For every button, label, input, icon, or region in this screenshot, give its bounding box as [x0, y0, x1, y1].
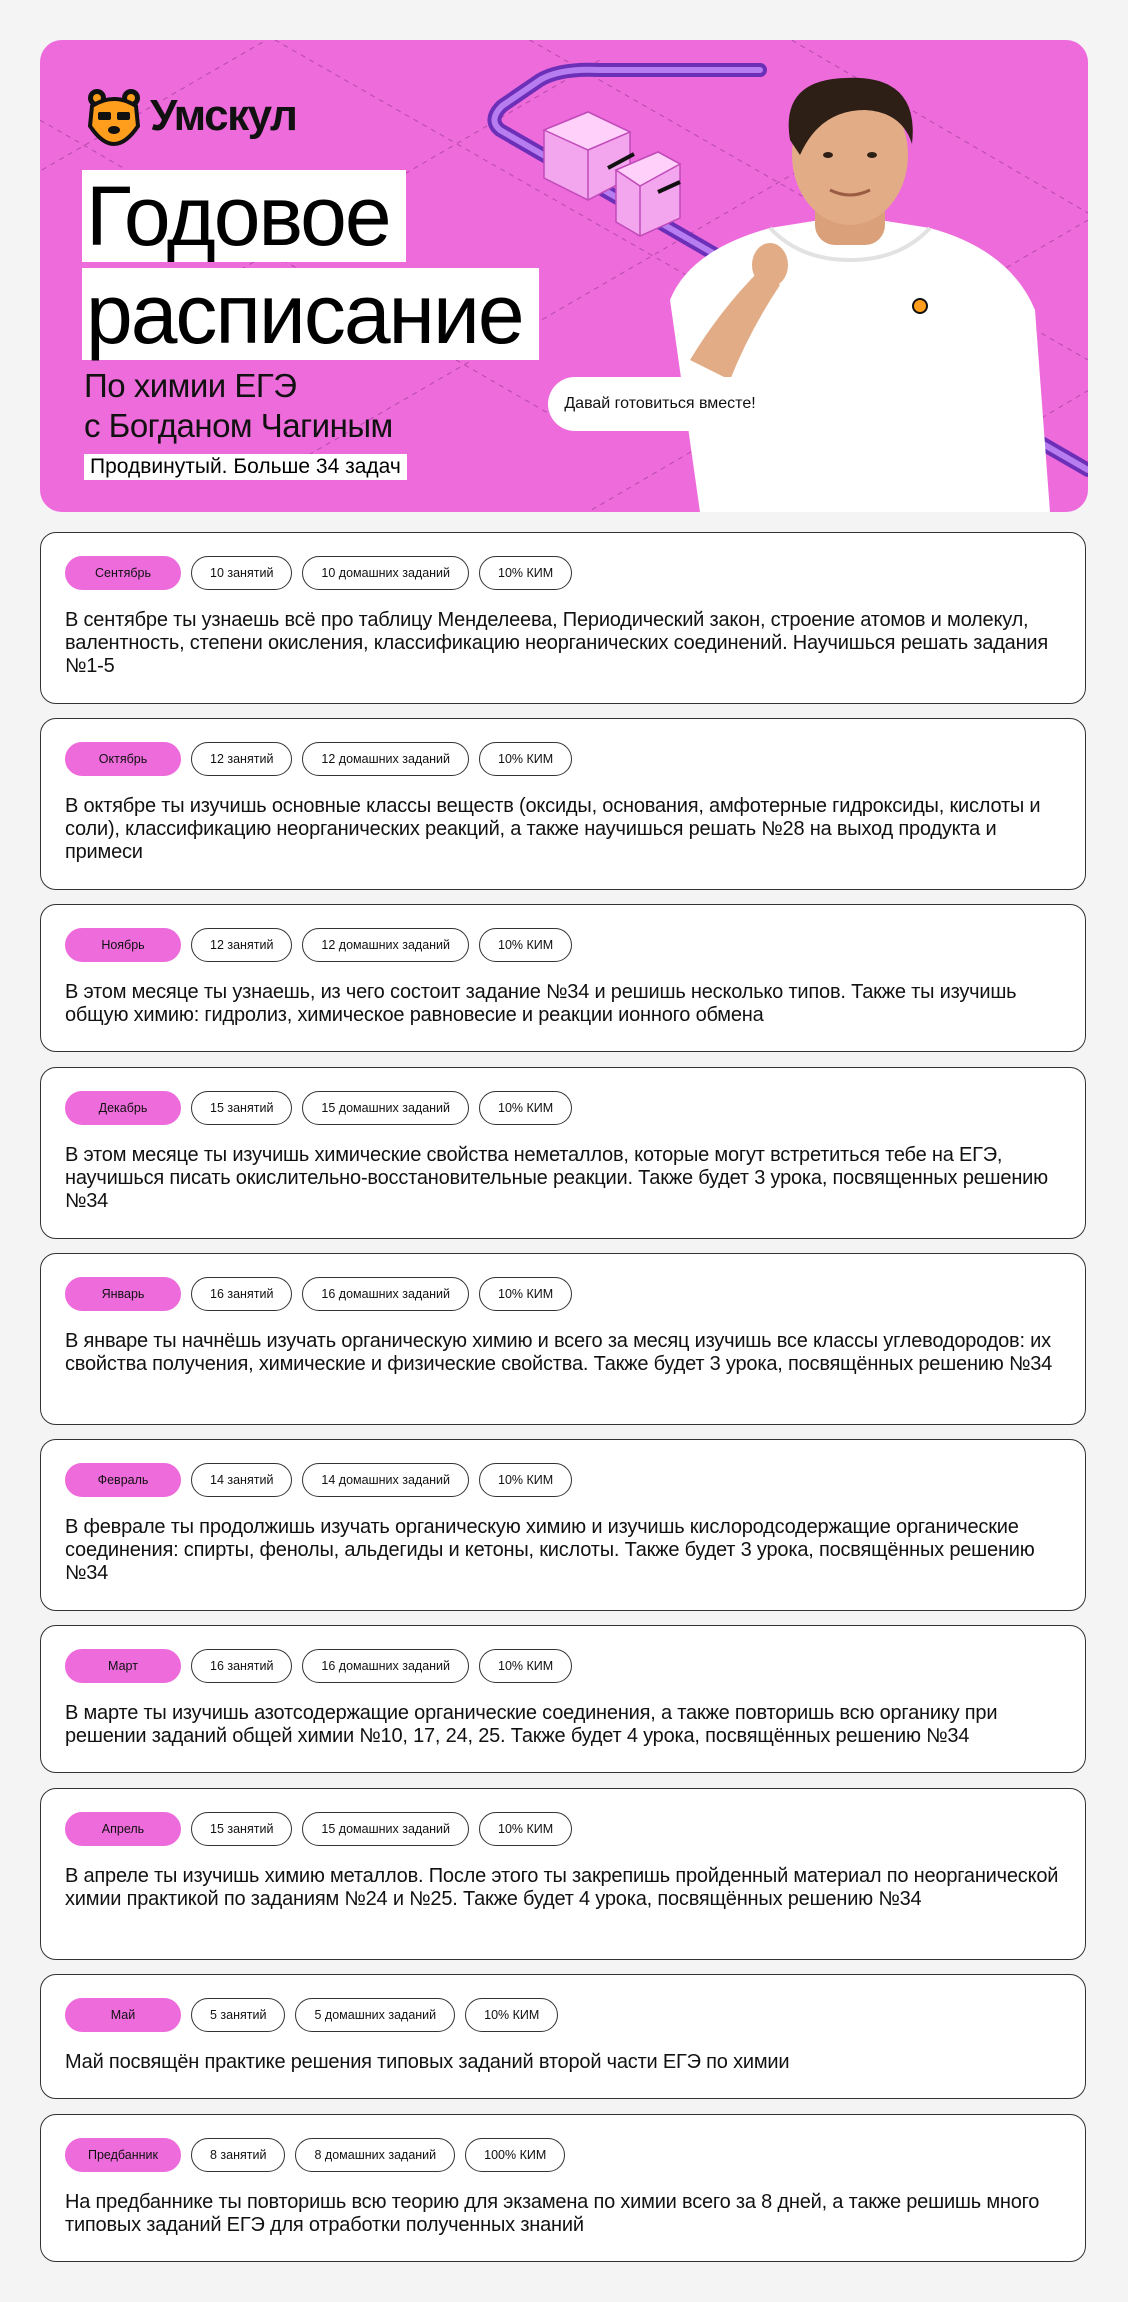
kim-percent: 10% КИМ [479, 556, 572, 590]
month-badge: Предбанник [65, 2138, 181, 2172]
tag-row [65, 2138, 565, 2172]
title-line-2: расписание [82, 268, 539, 360]
tag-row [65, 1277, 572, 1311]
homework-count: 12 домашних заданий [302, 928, 469, 962]
month-description: В октябре ты изучишь основные классы веществ (оксиды, основания, амфотерные гидроксиды, кислоты и соли), классификацию неорганических реакций, а также научишься решать №28 на выход продукта и примеси [65, 795, 1041, 863]
homework-count: 16 домашних заданий [302, 1277, 469, 1311]
homework-count: 8 домашних заданий [295, 2138, 455, 2172]
month-description: В этом месяце ты узнаешь, из чего состоит задание №34 и решишь несколько типов. Также ты изучишь общую химию: гидролиз, химическое равновесие и реакции ионного обмена [65, 981, 1017, 1026]
month-badge: Март [65, 1649, 181, 1683]
month-card-march [40, 1625, 1086, 1773]
homework-count: 12 домашних заданий [302, 742, 469, 776]
lessons-count: 5 занятий [191, 1998, 285, 2032]
month-badge: Сентябрь [65, 556, 181, 590]
kim-percent: 10% КИМ [479, 1277, 572, 1311]
kim-percent: 10% КИМ [479, 1812, 572, 1846]
month-card-october [40, 718, 1086, 890]
tag-row [65, 1091, 572, 1125]
month-card-december [40, 1067, 1086, 1239]
subtitle-line-1: По химии ЕГЭ [84, 367, 297, 404]
month-description: В январе ты начнёшь изучать органическую химию и всего за месяц изучишь все классы углеводородов: их свойства получения, химические и физические свойства. Также будет 3 урока, посвящённых решению №34 [65, 1330, 1053, 1375]
kim-percent: 10% КИМ [479, 1649, 572, 1683]
tag-row [65, 1463, 572, 1497]
tag-row [65, 1649, 572, 1683]
speech-bubble: Давай готовиться вместе! [548, 377, 772, 431]
month-description: На предбаннике ты повторишь всю теорию для экзамена по химии всего за 8 дней, а также решишь много типовых заданий ЕГЭ для отработки полученных знаний [65, 2191, 1040, 2236]
month-card-predbannik [40, 2114, 1086, 2262]
tag-row [65, 742, 572, 776]
lessons-count: 14 занятий [191, 1463, 292, 1497]
month-card-april [40, 1788, 1086, 1960]
hero-subtitle [84, 366, 393, 446]
month-badge: Октябрь [65, 742, 181, 776]
tag-row [65, 556, 572, 590]
month-description: В марте ты изучишь азотсодержащие органические соединения, а также повторишь всю органику при решении заданий общей химии №10, 17, 24, 25. Также будет 4 урока, посвящённых решению №34 [65, 1702, 998, 1747]
lessons-count: 10 занятий [191, 556, 292, 590]
logo-text: Умскул [150, 91, 297, 140]
lessons-count: 15 занятий [191, 1812, 292, 1846]
homework-count: 15 домашних заданий [302, 1812, 469, 1846]
homework-count: 5 домашних заданий [295, 1998, 455, 2032]
month-badge: Апрель [65, 1812, 181, 1846]
month-badge: Ноябрь [65, 928, 181, 962]
teacher-photo [630, 60, 1050, 512]
month-badge: Январь [65, 1277, 181, 1311]
kim-percent: 100% КИМ [465, 2138, 565, 2172]
kim-percent: 10% КИМ [479, 1463, 572, 1497]
month-card-may [40, 1974, 1086, 2099]
tag-row [65, 1812, 572, 1846]
page-title [82, 170, 539, 366]
month-description: В этом месяце ты изучишь химические свойства неметаллов, которые могут встретиться тебе на ЕГЭ, научишься писать окислительно-восстановительные реакции. Также будет 3 урока, посвященных решению №34 [65, 1144, 1048, 1212]
bear-logo-icon [86, 86, 142, 146]
month-badge: Декабрь [65, 1091, 181, 1125]
subtitle-line-2: с Богданом Чагиным [84, 407, 393, 444]
lessons-count: 12 занятий [191, 742, 292, 776]
month-badge: Февраль [65, 1463, 181, 1497]
month-description: В сентябре ты узнаешь всё про таблицу Менделеева, Периодический закон, строение атомов и молекул, валентность, степени окисления, классификацию неорганических соединений. Научишься решать задания №1-5 [65, 609, 1049, 677]
lessons-count: 8 занятий [191, 2138, 285, 2172]
month-description: В феврале ты продолжишь изучать органическую химию и изучишь кислородсодержащие органические соединения: спирты, фенолы, альдегиды и кетоны, кислоты. Также будет 3 урока, посвящённых решению №34 [65, 1516, 1035, 1584]
month-badge: Май [65, 1998, 181, 2032]
homework-count: 14 домашних заданий [302, 1463, 469, 1497]
title-line-1: Годовое [82, 170, 406, 262]
homework-count: 10 домашних заданий [302, 556, 469, 590]
course-level: Продвинутый. Больше 34 задач [84, 454, 407, 480]
umskul-logo [86, 86, 296, 146]
month-description: Май посвящён практике решения типовых заданий второй части ЕГЭ по химии [65, 2051, 790, 2073]
month-card-february [40, 1439, 1086, 1611]
lessons-count: 12 занятий [191, 928, 292, 962]
hero-banner [40, 40, 1088, 512]
month-card-september [40, 532, 1086, 704]
lessons-count: 16 занятий [191, 1277, 292, 1311]
kim-percent: 10% КИМ [479, 742, 572, 776]
kim-percent: 10% КИМ [465, 1998, 558, 2032]
tag-row [65, 928, 572, 962]
lessons-count: 15 занятий [191, 1091, 292, 1125]
homework-count: 16 домашних заданий [302, 1649, 469, 1683]
tag-row [65, 1998, 558, 2032]
homework-count: 15 домашних заданий [302, 1091, 469, 1125]
month-description: В апреле ты изучишь химию металлов. После этого ты закрепишь пройденный материал по неорганической химии практикой по заданиям №24 и №25. Также будет 4 урока, посвящённых решению №34 [65, 1865, 1059, 1910]
month-card-january [40, 1253, 1086, 1425]
kim-percent: 10% КИМ [479, 1091, 572, 1125]
month-card-november [40, 904, 1086, 1052]
kim-percent: 10% КИМ [479, 928, 572, 962]
lessons-count: 16 занятий [191, 1649, 292, 1683]
